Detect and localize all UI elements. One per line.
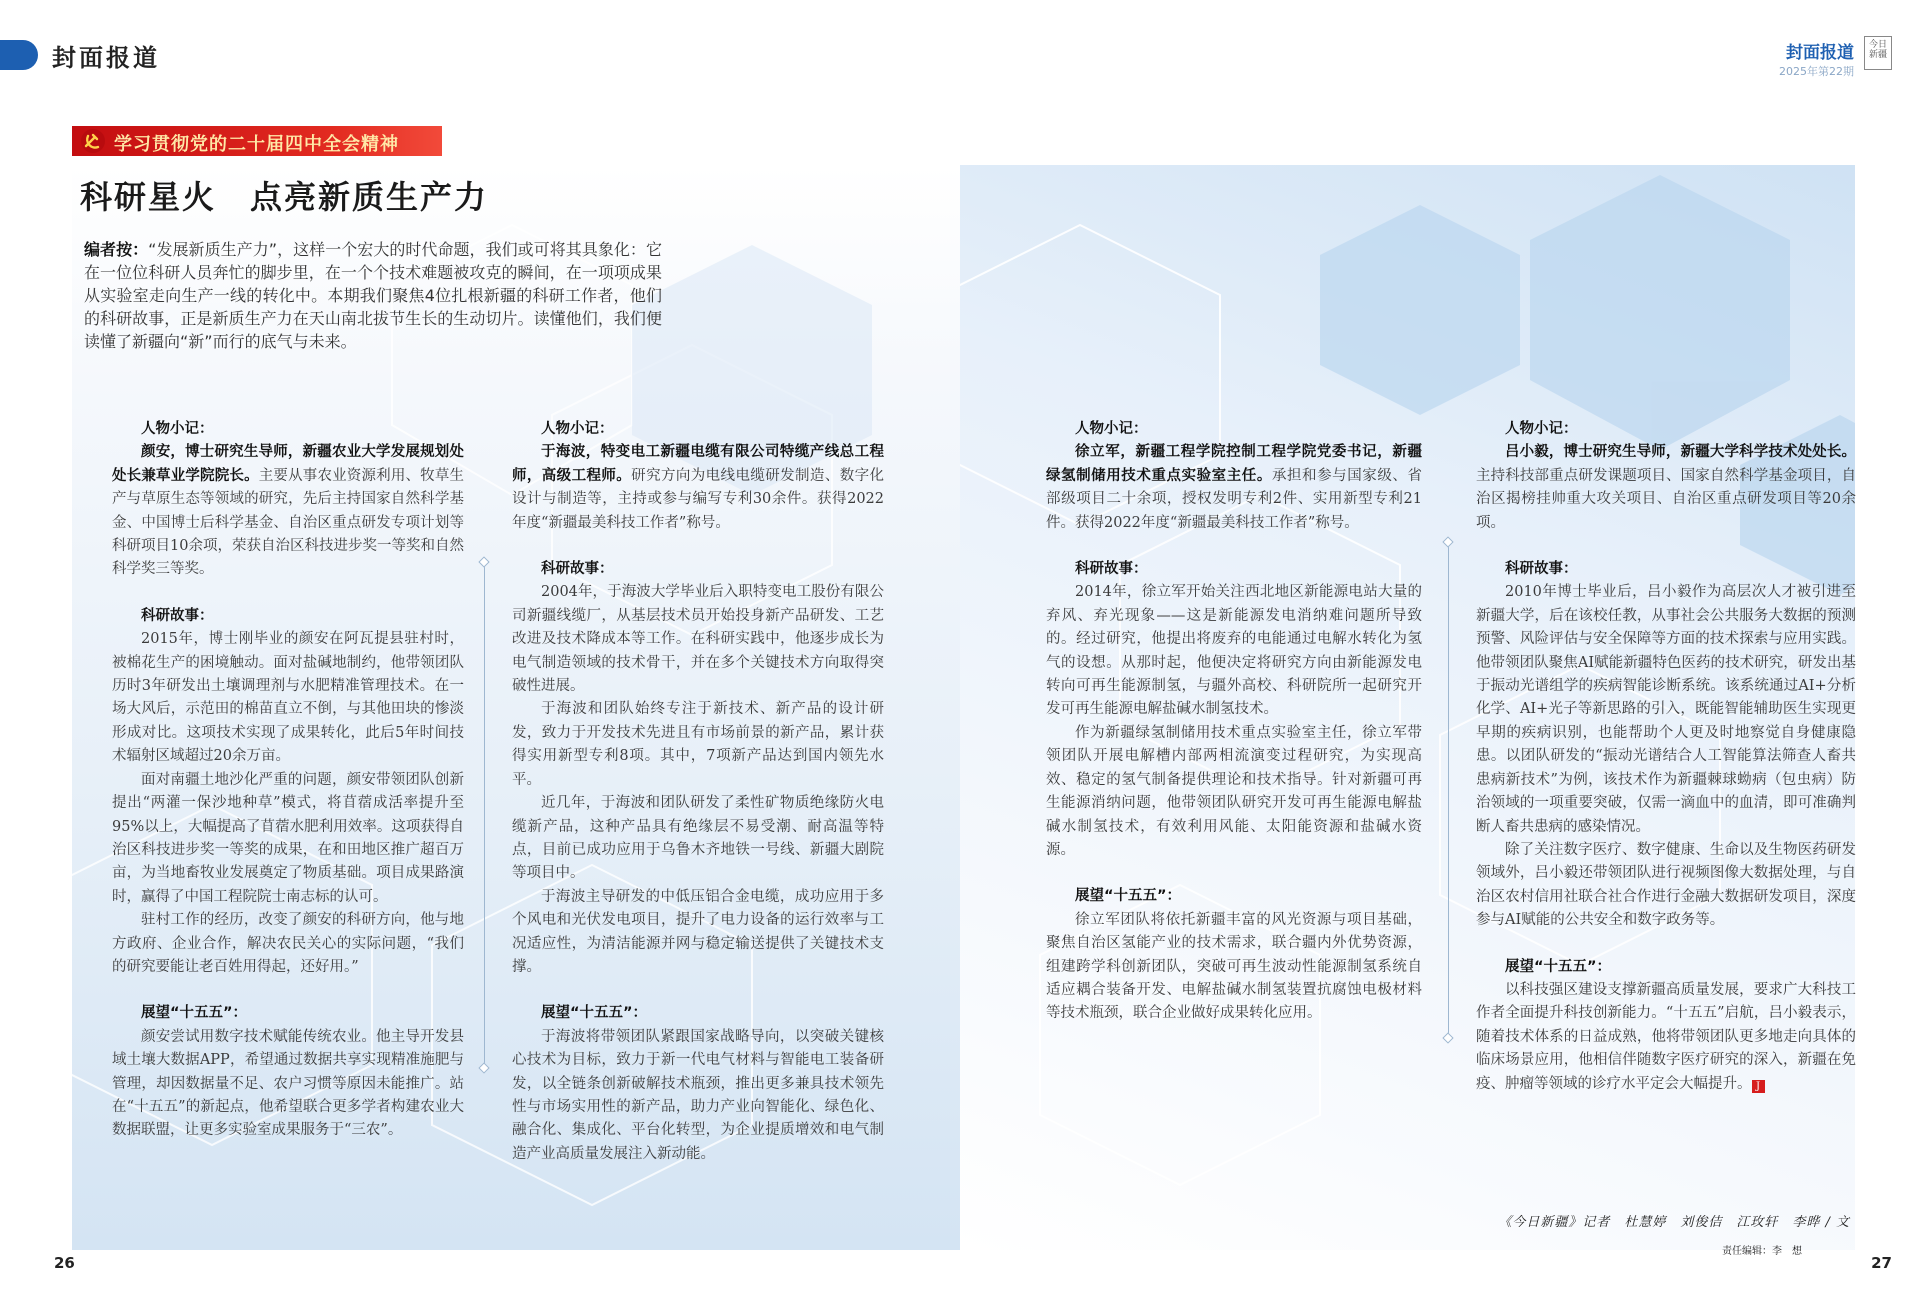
story-paragraph: 近几年，于海波和团队研发了柔性矿物质绝缘防火电缆新产品，这种产品具有绝缘层不易受潮、耐高温等特点，目前已成功应用于乌鲁木齐地铁一号线、新疆大剧院等项目中。	[512, 795, 884, 882]
story-paragraph: 2004年，于海波大学毕业后入职特变电工股份有限公司新疆线缆厂，从基层技术员开始投身新产品研发、工艺改进及技术降成本等工作。在科研实践中，他逐步成长为电气制造领域的技术骨干，并在多个关键技术方向取得突破性进展。	[512, 584, 884, 695]
story-paragraph: 面对南疆土地沙化严重的问题，颜安带领团队创新提出“两灌一保沙地种草”模式，将苜蓿成活率提升至95%以上，大幅提高了苜蓿水肥利用效率。这项获得自治区科技进步奖一等奖的成果，在和田地区推广超百万亩，为当地畜牧业发展奠定了物质基础。项目成果路演时，赢得了中国工程院院士南志标的认可。	[112, 771, 464, 905]
story-heading: 科研故事：	[141, 607, 214, 624]
column-yu-haibo	[512, 418, 884, 1166]
column-divider	[1448, 540, 1449, 1040]
story-heading: 科研故事：	[541, 561, 614, 578]
bio-heading: 人物小记：	[1505, 421, 1578, 437]
bio-heading: 人物小记：	[541, 421, 614, 437]
outlook-heading: 展望“十五五”：	[1505, 958, 1612, 975]
bio-paragraph	[512, 441, 884, 535]
story-paragraph: 2015年，博士刚毕业的颜安在阿瓦提县驻村时，被棉花生产的困境触动。面对盐碱地制约，他带领团队历时3年研发出土壤调理剂与水肥精准管理技术。在一场大风后，示范田的棉苗直立不倒，与其他田块的惨淡形成对比。这项技术实现了成果转化，此后5年时间技术辐射区域超过20余万亩。	[112, 631, 464, 765]
outlook-text: 以科技强区建设支撑新疆高质量发展，要求广大科技工作者全面提升科技创新能力。“十五五”启航，吕小毅表示，随着技术体系的日益成熟，他将带领团队更多地走向具体的临床场景应用，他相信伴随数字医疗研究的深入，新疆在免疫、肿瘤等领域的诊疗水平定会大幅提升。	[1476, 981, 1856, 1092]
article-title: 科研星火 点亮新质生产力	[80, 178, 489, 216]
bio-text: 研究方向为电线电缆研发制造、数字化设计与制造等，主持或参与编写专利30余件。获得2022年度“新疆最美科技工作者”称号。	[512, 467, 885, 531]
column-lv-xiaoyi	[1476, 418, 1856, 1096]
byline: 《今日新疆》记者 杜慧婷 刘俊佶 江玫轩 李晔 / 文	[1498, 1215, 1850, 1230]
story-paragraph: 作为新疆绿氢制储用技术重点实验室主任，徐立军带领团队开展电解槽内部两相流演变过程研究，为实现高效、稳定的氢气制备提供理论和技术指导。针对新疆可再生能源消纳问题，他带领团队研究开发可再生能源电解盐碱水制氢技术，有效利用风能、太阳能资源和盐碱水资源。	[1046, 724, 1422, 858]
end-mark-icon: J	[1752, 1080, 1765, 1093]
outlook-paragraph	[1476, 979, 1856, 1096]
bio-text: 承担和参与国家级、省部级项目二十余项，授权发明专利2件、实用新型专利21件。获得2022年度“新疆最美科技工作者”称号。	[1046, 467, 1422, 531]
section-title: 封面报道	[52, 43, 160, 72]
page-number-left: 26	[54, 1254, 75, 1272]
story-paragraph: 于海波和团队始终专注于新技术、新产品的设计研发，致力于开发技术先进且有市场前景的新产品，累计获得实用新型专利8项。其中，7项新产品达到国内领先水平。	[512, 701, 884, 788]
outlook-paragraph: 颜安尝试用数字技术赋能传统农业。他主导开发县域土壤大数据APP，希望通过数据共享实现精准施肥与管理，却因数据量不足、农户习惯等原因未能推广。站在“十五五”的新起点，他希望联合更多学者构建农业大数据联盟，让更多实验室成果服务于“三农”。	[112, 1028, 464, 1139]
story-heading: 科研故事：	[1075, 561, 1148, 578]
story-paragraph: 2010年博士毕业后，吕小毅作为高层次人才被引进至新疆大学，后在该校任教，从事社会公共服务大数据的预测预警、风险评估与安全保障等方面的技术探索与应用实践。他带领团队聚焦AI赋能新疆特色医药的技术研究，研发出基于振动光谱组学的疾病智能诊断系统。该系统通过AI+分析化学、AI+光子等新思路的引入，既能智能辅助医生实现更早期的疾病识别，也能帮助个人更及时地察觉自身健康隐患。以团队研发的“振动光谱结合人工智能算法筛查人畜共患病新技术”为例，该技术作为新疆棘球蚴病（包虫病）防治领域的一项重要突破，仅需一滴血中的血清，即可准确判断人畜共患病的感染情况。	[1476, 584, 1856, 835]
outlook-paragraph: 徐立军团队将依托新疆丰富的风光资源与项目基础，聚焦自治区氢能产业的技术需求，联合疆内外优势资源，组建跨学科创新团队，突破可再生波动性能源制氢系统自适应耦合装备开发、电解盐碱水制氢装置抗腐蚀电极材料等技术瓶颈，联合企业做好成果转化应用。	[1046, 911, 1422, 1022]
theme-banner	[72, 126, 442, 156]
editor-note-label: 编者按：	[84, 240, 149, 259]
section-marker	[0, 40, 38, 70]
bio-paragraph	[112, 441, 464, 581]
bio-heading: 人物小记：	[1075, 421, 1148, 437]
brand-block	[1779, 38, 1854, 79]
story-paragraph: 驻村工作的经历，改变了颜安的科研方向，他与地方政府、企业合作，解决农民关心的实际问题，“我们的研究要能让老百姓用得起，还好用。”	[112, 912, 464, 975]
brand-title: 封面报道	[1786, 43, 1854, 63]
bio-name: 于海波，特变电工新疆电缆有限公司特缆产线总工程师，高级工程师。	[512, 444, 884, 484]
bio-name: 吕小毅，博士研究生导师，新疆大学科学技术处处长。	[1505, 444, 1856, 461]
page-number-right: 27	[1871, 1254, 1892, 1272]
brand-issue: 2025年第22期	[1779, 65, 1854, 78]
story-heading: 科研故事：	[1505, 561, 1578, 578]
responsible-editor: 责任编辑：李 想	[1722, 1246, 1802, 1257]
column-xu-lijun	[1046, 418, 1422, 1026]
outlook-heading: 展望“十五五”：	[541, 1005, 648, 1022]
bio-text: 主要从事农业资源利用、牧草生产与草原生态等领域的研究，先后主持国家自然科学基金、中国博士后科学基金、自治区重点研发专项计划等科研项目10余项，荣获自治区科技进步奖一等奖和自然科学奖三等奖。	[112, 467, 465, 578]
bio-text: 主持科技部重点研发课题项目、国家自然科学基金项目，自治区揭榜挂帅重大攻关项目、自治区重点研发项目等20余项。	[1476, 467, 1856, 531]
bio-name: 颜安，博士研究生导师，新疆农业大学发展规划处处长兼草业学院院长。	[112, 444, 464, 484]
party-emblem-icon	[80, 128, 106, 154]
outlook-paragraph: 于海波将带领团队紧跟国家战略导向，以突破关键核心技术为目标，致力于新一代电气材料与智能电工装备研发，以全链条创新破解技术瓶颈，推出更多兼具技术领先性与市场实用性的新产品，助力产业向智能化、绿色化、融合化、集成化、平台化转型，为企业提质增效和电气制造产业高质量发展注入新动能。	[512, 1028, 884, 1162]
banner-text: 学习贯彻党的二十届四中全会精神	[114, 134, 399, 155]
outlook-heading: 展望“十五五”：	[141, 1005, 248, 1022]
story-paragraph: 于海波主导研发的中低压铝合金电缆，成功应用于多个风电和光伏发电项目，提升了电力设备的运行效率与工况适应性，为清洁能源并网与稳定输送提供了关键技术支撑。	[512, 888, 884, 975]
outlook-heading: 展望“十五五”：	[1075, 888, 1182, 905]
bio-heading: 人物小记：	[141, 421, 214, 437]
magazine-logo: 今日新疆	[1864, 36, 1892, 70]
column-divider	[484, 560, 485, 1070]
story-paragraph: 除了关注数字医疗、数字健康、生命以及生物医药研发领域外，吕小毅还带领团队进行视频图像大数据处理，与自治区农村信用社联合社合作进行金融大数据研发项目，深度参与AI赋能的公共安全和数字政务等。	[1476, 841, 1856, 929]
story-paragraph: 2014年，徐立军开始关注西北地区新能源电站大量的弃风、弃光现象——这是新能源发电消纳难问题所导致的。经过研究，他提出将废弃的电能通过电解水转化为氢气的设想。从那时起，他便决定将研究方向由新能源发电转向可再生能源制氢，与疆外高校、科研院所一起研究开发可再生能源电解盐碱水制氢技术。	[1046, 584, 1422, 718]
bio-paragraph	[1046, 441, 1422, 535]
bio-paragraph	[1476, 441, 1856, 535]
bio-name: 徐立军，新疆工程学院控制工程学院党委书记，新疆绿氢制储用技术重点实验室主任。	[1046, 444, 1422, 484]
editor-note	[84, 238, 662, 353]
column-yan-an	[112, 418, 464, 1143]
editor-note-text: “发展新质生产力”，这样一个宏大的时代命题，我们或可将其具象化：它在一位位科研人员奔忙的脚步里，在一个个技术难题被攻克的瞬间，在一项项成果从实验室走向生产一线的转化中。本期我们聚焦4位扎根新疆的科研工作者，他们的科研故事，正是新质生产力在天山南北拔节生长的生动切片。读懂他们，我们便读懂了新疆向“新”而行的底气与未来。	[84, 240, 662, 351]
